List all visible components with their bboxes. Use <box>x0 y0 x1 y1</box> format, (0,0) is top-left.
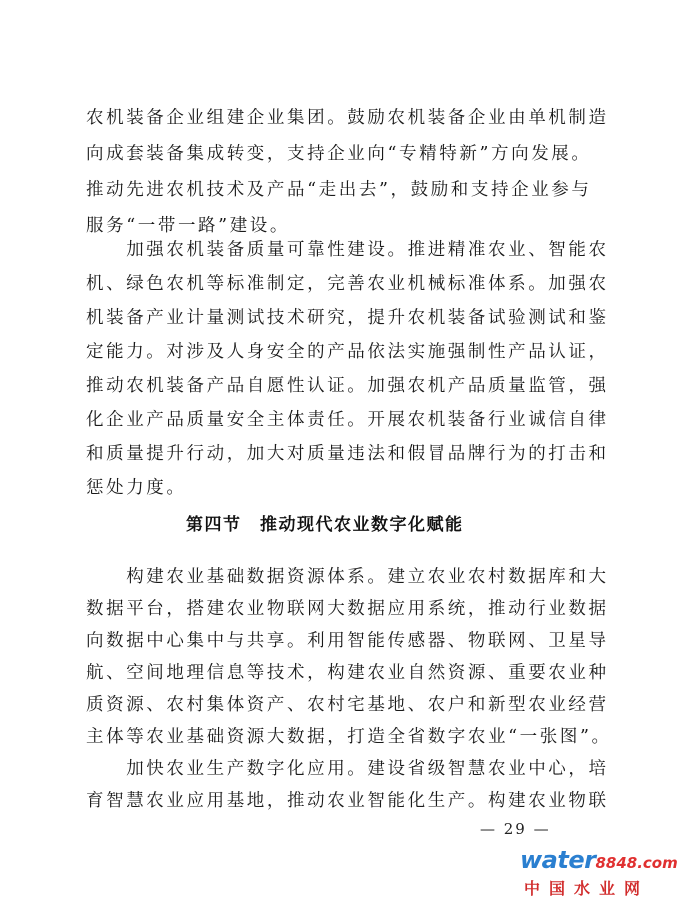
watermark-dotcom-text: .com <box>637 854 678 872</box>
watermark-water-text: water <box>520 846 596 874</box>
text-line: 质资源、农村集体资产、农村宅基地、农户和新型农业经营 <box>86 695 609 715</box>
watermark-number-text: 8848 <box>595 854 638 872</box>
text-line: 定能力。对涉及人身安全的产品依法实施强制性产品认证， <box>86 342 609 362</box>
text-line: 加快农业生产数字化应用。建设省级智慧农业中心，培 <box>86 759 609 779</box>
text-line: 推动先进农机技术及产品“走出去”，鼓励和支持企业参与 <box>86 180 592 200</box>
page-number: — 29 — <box>480 820 551 838</box>
text-line: 向数据中心集中与共享。利用智能传感器、物联网、卫星导 <box>86 631 609 651</box>
text-line: 机、绿色农机等标准制定，完善农业机械标准体系。加强农 <box>86 274 609 294</box>
section-heading: 第四节 推动现代农业数字化赋能 <box>186 515 464 535</box>
text-line: 和质量提升行动，加大对质量违法和假冒品牌行为的打击和 <box>86 444 609 464</box>
text-line: 化企业产品质量安全主体责任。开展农机装备行业诚信自律 <box>86 410 609 430</box>
text-line: 农机装备企业组建企业集团。鼓励农机装备企业由单机制造 <box>86 108 609 128</box>
text-line: 惩处力度。 <box>86 478 187 498</box>
text-line: 服务“一带一路”建设。 <box>86 216 290 236</box>
text-line: 推动农机装备产品自愿性认证。加强农机产品质量监管，强 <box>86 376 609 396</box>
text-line: 向成套装备集成转变，支持企业向“专精特新”方向发展。 <box>86 144 592 164</box>
text-line: 数据平台，搭建农业物联网大数据应用系统，推动行业数据 <box>86 599 609 619</box>
text-line: 航、空间地理信息等技术，构建农业自然资源、重要农业种 <box>86 663 609 683</box>
text-line: 机装备产业计量测试技术研究，提升农机装备试验测试和鉴 <box>86 308 609 328</box>
watermark-chinese-text: 中国水业网 <box>524 879 650 898</box>
watermark-logo <box>520 846 678 914</box>
watermark-wordmark <box>520 846 678 874</box>
text-line: 构建农业基础数据资源体系。建立农业农村数据库和大 <box>86 567 609 587</box>
text-line: 加强农机装备质量可靠性建设。推进精准农业、智能农 <box>86 240 609 260</box>
text-line: 育智慧农业应用基地，推动农业智能化生产。构建农业物联 <box>86 791 609 811</box>
text-line: 主体等农业基础资源大数据，打造全省数字农业“一张图”。 <box>86 727 612 747</box>
